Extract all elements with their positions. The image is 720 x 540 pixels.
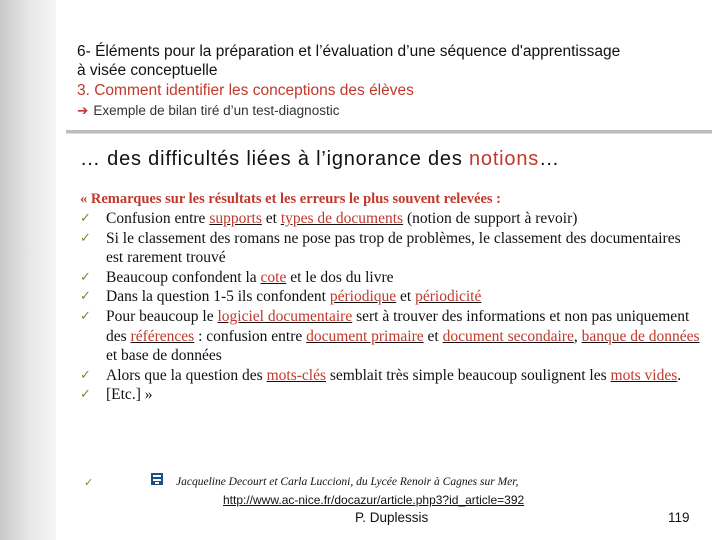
source-link[interactable]: http://www.ac-nice.fr/docazur/article.php3?id_article=392 — [223, 493, 525, 507]
remark-item — [80, 385, 700, 405]
notion-term: périodique — [329, 288, 397, 306]
slide-subtitle — [80, 148, 560, 171]
source-credit: Jacqueline Decourt et Carla Luccioni, du Lycée Renoir à Cagnes sur Mer, — [176, 476, 519, 488]
subtitle-highlight: notions — [468, 148, 540, 170]
remark-text: [Etc.] » — [106, 386, 153, 404]
notion-term: références — [130, 327, 195, 345]
checkmark-icon: ✓ — [84, 476, 94, 489]
remark-item — [80, 209, 700, 229]
remark-text: (notion de support à revoir) — [403, 210, 578, 227]
notion-term: supports — [209, 210, 262, 227]
remark-text: Confusion entre — [106, 210, 210, 227]
remarks-list — [80, 209, 700, 405]
notion-term: document primaire — [306, 327, 424, 345]
subtitle-prefix: … des difficultés liées à l’ignorance des — [80, 148, 469, 170]
author-name: P. Duplessis — [355, 510, 429, 525]
remark-text: Dans la question 1-5 ils confondent — [106, 288, 330, 306]
example-caption-text: Exemple de bilan tiré d’un test-diagnostic — [93, 103, 340, 118]
checkmark-icon: ✓ — [80, 269, 91, 285]
remark-text: et — [261, 210, 281, 227]
remark-item — [80, 268, 700, 288]
subtitle-suffix: … — [539, 148, 560, 170]
document-icon — [150, 472, 164, 486]
notion-term: cote — [260, 268, 287, 286]
notion-term: document secondaire — [442, 327, 574, 345]
remark-text: , — [573, 327, 582, 345]
checkmark-icon: ✓ — [80, 387, 91, 403]
remarks-body — [80, 190, 700, 405]
notion-term: mots-clés — [266, 366, 326, 384]
notion-term: logiciel documentaire — [217, 307, 353, 325]
remark-item — [80, 307, 700, 366]
section-title-line2: à visée conceptuelle — [77, 62, 218, 79]
remark-text: Si le classement des romans ne pose pas trop de problèmes, le classement des documentaires est rarement trouvé — [106, 229, 681, 267]
notion-term: banque de données — [581, 327, 700, 345]
remark-text: et le dos du livre — [286, 268, 394, 286]
section-title-line1: 6- Éléments pour la préparation et l’évaluation d’une séquence d'apprentissage — [77, 43, 621, 60]
remark-text: semblait très simple beaucoup soulignent les — [325, 366, 611, 384]
arrow-right-icon: ➔ — [77, 103, 89, 118]
remark-text: : confusion entre — [194, 327, 307, 345]
remark-item — [80, 229, 700, 268]
remark-item — [80, 366, 700, 386]
remark-text: et — [396, 288, 416, 306]
checkmark-icon: ✓ — [80, 289, 91, 305]
notion-term: mots vides — [610, 366, 678, 384]
checkmark-icon: ✓ — [80, 211, 91, 226]
remark-text: et base de données — [106, 347, 222, 365]
remarks-intro: « Remarques sur les résultats et les erreurs le plus souvent relevées : — [80, 191, 501, 207]
checkmark-icon: ✓ — [80, 367, 91, 383]
remark-text: Alors que la question des — [106, 366, 267, 384]
remark-text: Beaucoup confondent la — [106, 268, 261, 286]
slide-header — [77, 42, 717, 120]
header-divider — [66, 130, 712, 134]
notion-term: types de documents — [280, 210, 404, 227]
notion-term: périodicité — [415, 288, 482, 306]
example-caption — [77, 102, 717, 120]
remark-text: sert à trouver des informations et non pas uniquement des — [106, 307, 690, 345]
remark-text: . — [677, 366, 682, 384]
remark-text: Pour beaucoup le — [106, 307, 218, 325]
remark-text: et — [423, 327, 443, 345]
remark-item — [80, 287, 700, 307]
page-number: 119 — [668, 510, 690, 525]
checkmark-icon: ✓ — [80, 230, 91, 246]
left-gradient-bar — [0, 0, 56, 540]
section-title — [77, 42, 717, 80]
checkmark-icon: ✓ — [80, 308, 91, 324]
subsection-title: 3. Comment identifier les conceptions des élèves — [77, 82, 414, 99]
